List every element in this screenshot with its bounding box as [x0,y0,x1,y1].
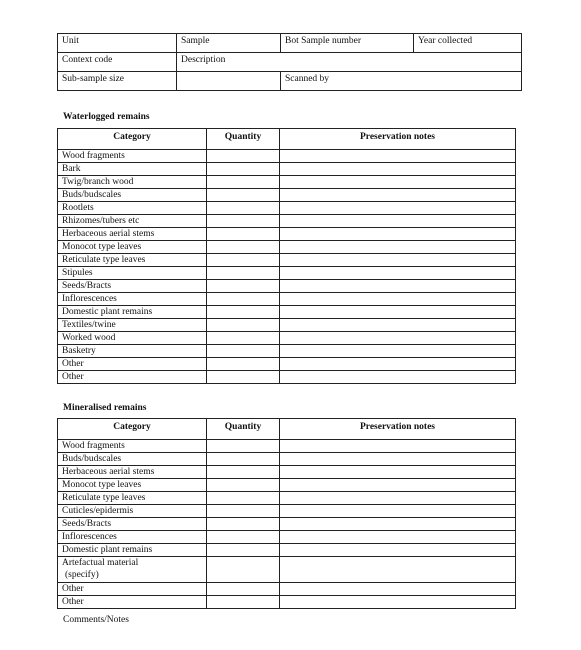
quantity-cell[interactable] [207,306,280,319]
preservation-notes-cell[interactable] [280,371,516,384]
preservation-notes-cell[interactable] [280,306,516,319]
quantity-cell[interactable] [207,254,280,267]
quantity-cell[interactable] [207,267,280,280]
table-row [58,492,516,505]
table-row [58,293,516,306]
mineralised-body [58,440,516,609]
preservation-notes-cell[interactable] [280,202,516,215]
preservation-notes-cell[interactable] [280,345,516,358]
preservation-notes-cell[interactable] [280,440,516,453]
category-column-header: Category [58,419,207,440]
quantity-cell[interactable] [207,544,280,557]
sub-sample-size-field[interactable]: Sub-sample size [58,72,177,91]
quantity-cell[interactable] [207,440,280,453]
table-row [58,332,516,345]
quantity-cell[interactable] [207,280,280,293]
quantity-cell[interactable] [207,505,280,518]
table-row [58,596,516,609]
preservation-notes-cell[interactable] [280,293,516,306]
category-cell: Rhizomes/tubers etc [58,215,207,228]
quantity-cell[interactable] [207,293,280,306]
preservation-notes-cell[interactable] [280,163,516,176]
table-row [58,505,516,518]
waterlogged-title: Waterlogged remains [63,112,150,122]
table-row [58,583,516,596]
category-label-specify: (specify) [65,570,99,580]
quantity-cell[interactable] [207,358,280,371]
quantity-cell[interactable] [207,531,280,544]
preservation-notes-cell[interactable] [280,358,516,371]
table-row [58,518,516,531]
quantity-cell[interactable] [207,518,280,531]
category-cell: Monocot type leaves [58,479,207,492]
header-table [57,33,522,91]
table-row [58,228,516,241]
preservation-notes-cell[interactable] [280,596,516,609]
preservation-notes-column-header: Preservation notes [280,419,516,440]
mineralised-title: Mineralised remains [63,403,147,413]
quantity-cell[interactable] [207,583,280,596]
table-row [58,319,516,332]
preservation-notes-cell[interactable] [280,453,516,466]
category-cell: Textiles/twine [58,319,207,332]
category-cell: Domestic plant remains [58,544,207,557]
table-row [58,371,516,384]
quantity-cell[interactable] [207,176,280,189]
category-cell: Buds/budscales [58,453,207,466]
category-cell: Buds/budscales [58,189,207,202]
quantity-cell[interactable] [207,371,280,384]
category-cell: Worked wood [58,332,207,345]
category-cell: Other [58,358,207,371]
preservation-notes-cell[interactable] [280,254,516,267]
quantity-cell[interactable] [207,215,280,228]
quantity-cell[interactable] [207,150,280,163]
preservation-notes-cell[interactable] [280,466,516,479]
category-cell: Herbaceous aerial stems [58,466,207,479]
preservation-notes-cell[interactable] [280,241,516,254]
category-cell: Reticulate type leaves [58,492,207,505]
table-row [58,163,516,176]
table-row [58,215,516,228]
table-row [58,453,516,466]
quantity-cell[interactable] [207,241,280,254]
category-cell: Herbaceous aerial stems [58,228,207,241]
waterlogged-header-row [58,129,516,150]
quantity-cell[interactable] [207,557,280,583]
category-cell: Domestic plant remains [58,306,207,319]
category-label: Artefactual material [62,558,139,568]
category-cell: Seeds/Bracts [58,518,207,531]
mineralised-table [57,418,516,609]
table-row [58,176,516,189]
preservation-notes-cell[interactable] [280,518,516,531]
quantity-cell[interactable] [207,596,280,609]
table-row [58,280,516,293]
preservation-notes-cell[interactable] [280,319,516,332]
table-row [58,241,516,254]
category-cell: Basketry [58,345,207,358]
category-cell: Inflorescences [58,293,207,306]
waterlogged-table [57,128,516,384]
table-row [58,150,516,163]
header-row-2 [58,53,522,72]
category-cell: Other [58,371,207,384]
preservation-notes-column-header: Preservation notes [280,129,516,150]
preservation-notes-cell[interactable] [280,176,516,189]
comments-notes-label: Comments/Notes [63,615,129,625]
quantity-cell[interactable] [207,202,280,215]
category-cell: Seeds/Bracts [58,280,207,293]
category-cell: Wood fragments [58,440,207,453]
table-row [58,466,516,479]
header-row-1 [58,34,522,53]
category-cell: Inflorescences [58,531,207,544]
category-cell: Bark [58,163,207,176]
table-row [58,202,516,215]
table-row [58,306,516,319]
preservation-notes-cell[interactable] [280,583,516,596]
preservation-notes-cell[interactable] [280,557,516,583]
bot-sample-number-field[interactable]: Bot Sample number [281,34,414,53]
quantity-cell[interactable] [207,345,280,358]
quantity-cell[interactable] [207,228,280,241]
category-cell: Wood fragments [58,150,207,163]
preservation-notes-cell[interactable] [280,332,516,345]
table-row [58,544,516,557]
sample-field[interactable]: Sample [177,34,281,53]
category-cell: Reticulate type leaves [58,254,207,267]
scanned-by-field[interactable]: Scanned by [281,72,522,91]
preservation-notes-cell[interactable] [280,228,516,241]
waterlogged-body [58,150,516,384]
quantity-cell[interactable] [207,163,280,176]
preservation-notes-cell[interactable] [280,505,516,518]
table-row [58,345,516,358]
table-row [58,531,516,544]
category-cell [58,557,207,583]
quantity-cell[interactable] [207,492,280,505]
quantity-cell[interactable] [207,453,280,466]
sub-sample-size-value[interactable] [177,72,281,91]
category-cell: Other [58,583,207,596]
description-field[interactable]: Description [177,53,522,72]
preservation-notes-cell[interactable] [280,492,516,505]
preservation-notes-cell[interactable] [280,479,516,492]
category-cell: Cuticles/epidermis [58,505,207,518]
category-cell: Stipules [58,267,207,280]
table-row [58,267,516,280]
quantity-cell[interactable] [207,466,280,479]
table-row [58,440,516,453]
year-collected-field[interactable]: Year collected [414,34,522,53]
category-column-header: Category [58,129,207,150]
header-row-3 [58,72,522,91]
quantity-column-header: Quantity [207,419,280,440]
category-cell: Rootlets [58,202,207,215]
table-row [58,358,516,371]
table-row [58,254,516,267]
category-cell: Other [58,596,207,609]
unit-field[interactable]: Unit [58,34,177,53]
quantity-cell[interactable] [207,479,280,492]
quantity-cell[interactable] [207,319,280,332]
preservation-notes-cell[interactable] [280,267,516,280]
table-row [58,479,516,492]
quantity-cell[interactable] [207,189,280,202]
preservation-notes-cell[interactable] [280,280,516,293]
preservation-notes-cell[interactable] [280,531,516,544]
category-cell: Twig/branch wood [58,176,207,189]
preservation-notes-cell[interactable] [280,150,516,163]
category-cell: Monocot type leaves [58,241,207,254]
quantity-cell[interactable] [207,332,280,345]
preservation-notes-cell[interactable] [280,544,516,557]
preservation-notes-cell[interactable] [280,189,516,202]
table-row [58,557,516,583]
context-code-field[interactable]: Context code [58,53,177,72]
mineralised-header-row [58,419,516,440]
preservation-notes-cell[interactable] [280,215,516,228]
table-row [58,189,516,202]
quantity-column-header: Quantity [207,129,280,150]
